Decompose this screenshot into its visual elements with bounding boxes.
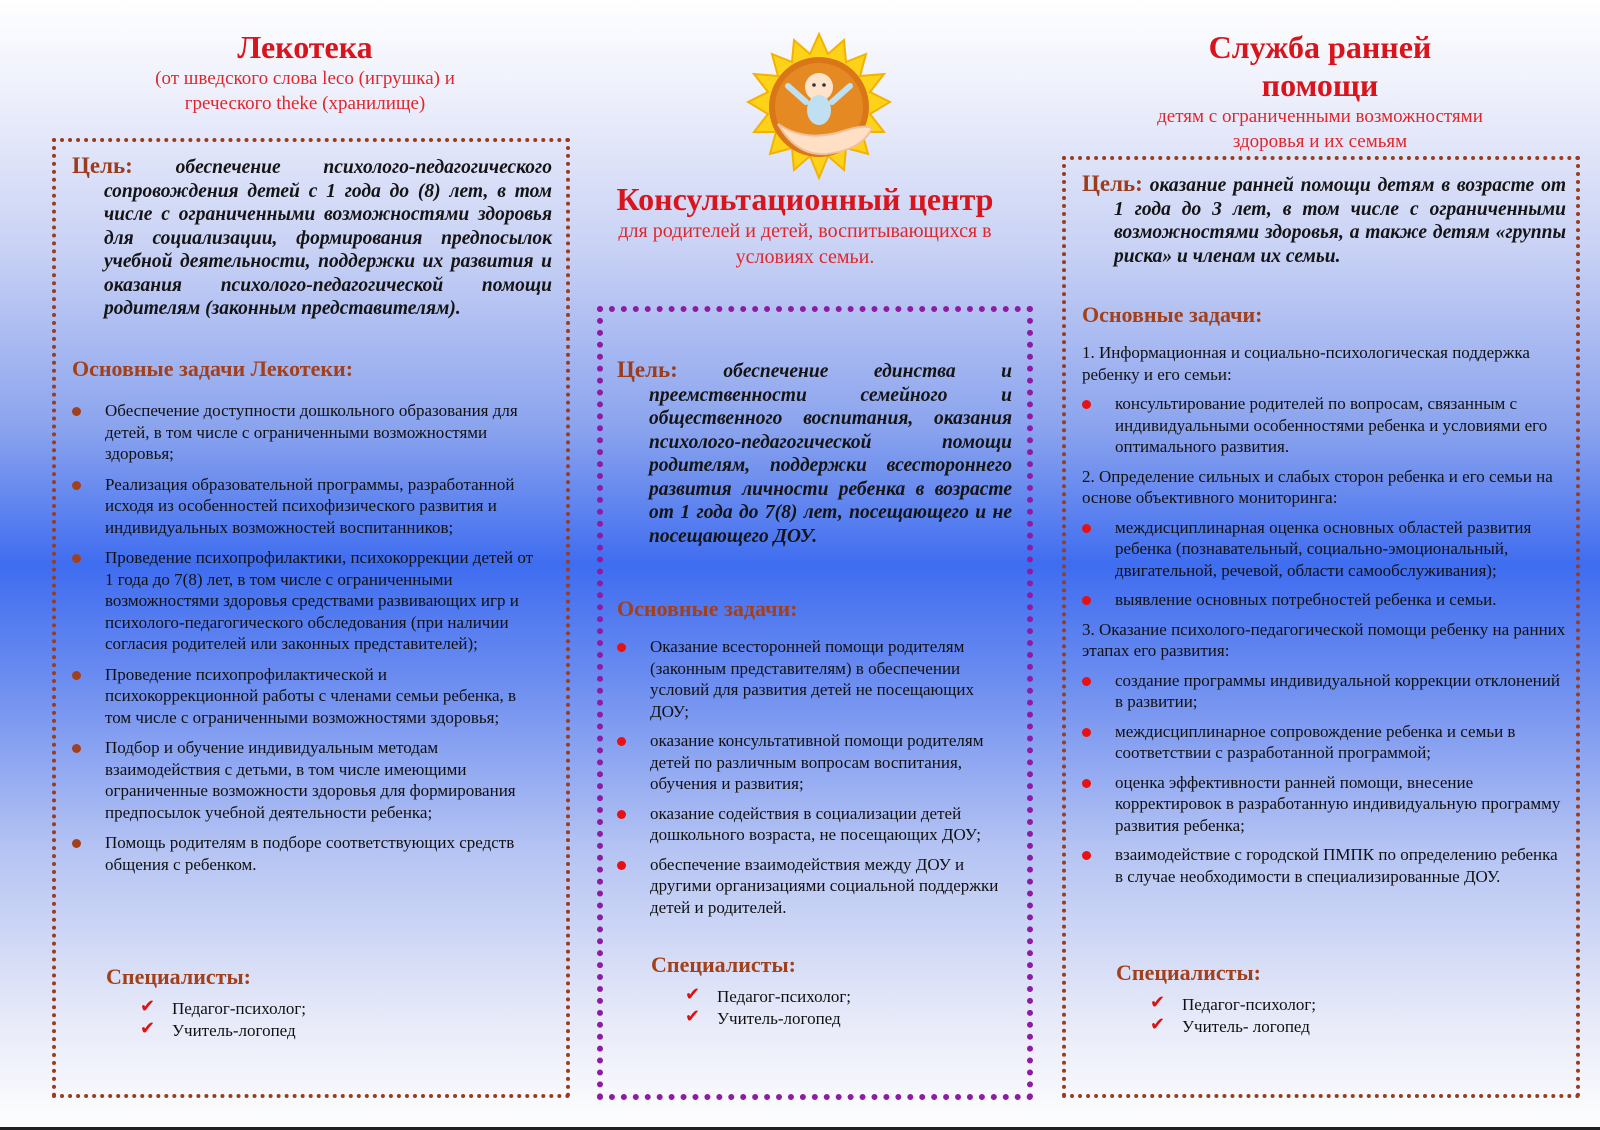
list-item-text: оценка эффективности ранней помощи, внесение корректировок в разработанную индивидуальную программу развития ребенка;: [1115, 772, 1561, 835]
specialist-item: [685, 1008, 851, 1030]
checkmark-icon: ✔: [140, 996, 156, 1017]
specialist-text: Педагог-психолог;: [172, 999, 307, 1018]
specialist-text: Учитель- логопед: [1182, 1017, 1310, 1036]
list-item-text: обеспечение взаимодействия между ДОУ и другими организациями социальной поддержки детей и родителей.: [650, 854, 999, 917]
task-group-intro: 1. Информационная и социально-психологическая поддержка ребенку и его семьи:: [1082, 343, 1530, 384]
center-panel: [597, 306, 1033, 1100]
left-subtitle-line2: греческого theke (хранилище): [184, 93, 426, 114]
specialist-item: [140, 998, 306, 1020]
specialist-text: Учитель-логопед: [717, 1009, 841, 1028]
list-item: [1082, 517, 1566, 582]
list-item: [1082, 393, 1566, 458]
list-item: [72, 832, 542, 875]
checkmark-icon: ✔: [685, 984, 701, 1005]
specialist-item: [1150, 994, 1316, 1016]
checkmark-icon: ✔: [1150, 992, 1166, 1013]
list-item: [1082, 772, 1566, 837]
right-goal-label: Цель:: [1082, 171, 1143, 196]
list-item: [1082, 721, 1566, 764]
right-subtitle-line2: здоровья и их семьям: [1232, 131, 1408, 152]
checkmark-icon: ✔: [140, 1018, 156, 1039]
list-item: [72, 400, 542, 465]
bullet-dot-icon: [72, 671, 81, 680]
bullet-dot-icon: [617, 643, 626, 652]
specialist-text: Учитель-логопед: [172, 1021, 296, 1040]
list-item: [617, 854, 1002, 919]
bullet-dot-icon: [72, 481, 81, 490]
left-title: Лекотека: [237, 29, 373, 65]
list-item-text: междисциплинарное сопровождение ребенка и семьи в соответствии с разработанной программой;: [1115, 721, 1516, 762]
list-item-text: выявление основных потребностей ребенка и семьи.: [1115, 590, 1497, 609]
bullet-dot-icon: [1082, 400, 1091, 409]
right-specialists-heading: Специалисты:: [1116, 960, 1261, 985]
bullet-dot-icon: [72, 839, 81, 848]
center-header: [590, 180, 1020, 270]
right-task-groups: [1082, 342, 1566, 895]
left-goal-label: Цель:: [72, 153, 133, 178]
center-task-list: [617, 636, 1002, 926]
right-goal-text: оказание ранней помощи детям в возрасте от 1 года до 3 лет, в том числе с ограниченными возможностями здоровья, а также детям «группы риска» и членам их семьи.: [1114, 175, 1566, 267]
left-tasks-heading: Основные задачи Лекотеки:: [72, 356, 354, 381]
center-title: Консультационный центр: [616, 181, 994, 217]
list-item: [1082, 670, 1566, 713]
center-specialists-heading: Специалисты:: [651, 952, 796, 977]
list-item-text: оказание консультативной помощи родителям детей по различным вопросам воспитания, обучения и развития;: [650, 731, 984, 793]
bullet-dot-icon: [72, 744, 81, 753]
left-panel: [52, 138, 570, 1098]
list-item-text: создание программы индивидуальной коррекции отклонений в развитии;: [1115, 670, 1560, 711]
list-item: [72, 737, 542, 823]
list-item-text: оказание содействия в социализации детей дошкольного возраста, не посещающих ДОУ;: [650, 803, 981, 844]
center-goal-label: Цель:: [617, 357, 678, 382]
left-subtitle-line1: (от шведского слова leco (игрушка) и: [155, 68, 455, 89]
specialist-item: [685, 986, 851, 1008]
bullet-dot-icon: [1082, 779, 1091, 788]
task-group-list: [1082, 517, 1566, 611]
task-group-list: [1082, 670, 1566, 888]
list-item: [617, 803, 1002, 846]
right-title-line1: Служба ранней: [1208, 29, 1432, 65]
left-specialists-list: [140, 998, 306, 1042]
sun-hand-child-logo: [744, 32, 894, 182]
right-panel: [1062, 156, 1580, 1098]
left-task-list: [72, 400, 542, 884]
bullet-dot-icon: [617, 861, 626, 870]
right-header: [1090, 28, 1550, 154]
center-goal-text: обеспечение единства и преемственности семейного и общественного воспитания, оказания психолого-педагогической помощи родителям, поддержки всестороннего развития личности ребенка в возрасте от 1 года до 7(8) лет, посещающего и не посещающего ДОУ.: [649, 361, 1012, 547]
list-item-text: консультирование родителей по вопросам, связанным с индивидуальными особенностями ребенка и условиями его оптимального развития.: [1115, 394, 1548, 456]
specialist-item: [1150, 1016, 1316, 1038]
left-specialists-heading: Специалисты:: [106, 964, 251, 989]
task-group-intro: 2. Определение сильных и слабых сторон ребенка и его семьи на основе объективного мониторинга:: [1082, 466, 1553, 507]
left-goal: [72, 154, 552, 321]
list-item: [617, 636, 1002, 722]
list-item: [1082, 844, 1566, 887]
right-tasks-heading: Основные задачи:: [1082, 302, 1263, 327]
checkmark-icon: ✔: [1150, 1014, 1166, 1035]
bullet-dot-icon: [1082, 596, 1091, 605]
list-item: [72, 547, 542, 655]
specialist-text: Педагог-психолог;: [717, 987, 852, 1006]
right-title-line2: помощи: [1261, 67, 1379, 103]
list-item-text: междисциплинарная оценка основных областей развития ребенка (познавательный, социально-эмоциональный, двигательной, речевой, области самообслуживания);: [1115, 517, 1532, 580]
list-item: [72, 474, 542, 539]
center-goal: [617, 358, 1012, 548]
list-item-text: Обеспечение доступности дошкольного образования для детей, в том числе с ограниченными возможностями здоровья;: [105, 401, 518, 463]
left-goal-text: обеспечение психолого-педагогического сопровождения детей с 1 года до (8) лет, в том числе с ограниченными возможностями здоровья для социализации, формирования предпосылок учебной деятельности, поддержки их развития и оказания психолого-педагогической помощи родителям (законным представителям).: [104, 157, 553, 319]
bullet-dot-icon: [617, 810, 626, 819]
bullet-dot-icon: [72, 554, 81, 563]
specialist-text: Педагог-психолог;: [1182, 995, 1317, 1014]
bullet-dot-icon: [1082, 728, 1091, 737]
bullet-dot-icon: [617, 737, 626, 746]
bullet-dot-icon: [1082, 677, 1091, 686]
right-goal: [1082, 172, 1566, 268]
center-subtitle-line2: условиях семьи.: [735, 246, 875, 268]
specialist-item: [140, 1020, 306, 1042]
task-group-intro: 3. Оказание психолого-педагогической помощи ребенку на ранних этапах его развития:: [1082, 619, 1566, 660]
center-tasks-heading: Основные задачи:: [617, 596, 798, 621]
list-item: [1082, 589, 1566, 611]
center-specialists-list: [685, 986, 851, 1030]
task-group-list: [1082, 393, 1566, 458]
list-item-text: Проведение психопрофилактической и психокоррекционной работы с членами семьи ребенка, в том числе с ограниченными возможностями здоровья;: [105, 664, 517, 727]
list-item-text: Реализация образовательной программы, разработанной исходя из особенностей психофизического развития и индивидуальных возможностей воспитанников;: [105, 474, 515, 537]
list-item-text: Оказание всесторонней помощи родителям (законным представителям) в обеспечении условий для развития детей не посещающих ДОУ;: [650, 637, 974, 721]
list-item: [72, 664, 542, 729]
bullet-dot-icon: [1082, 524, 1091, 533]
list-item-text: Помощь родителям в подборе соответствующих средств общения с ребенком.: [105, 833, 515, 874]
center-subtitle-line1: для родителей и детей, воспитывающихся в: [618, 220, 992, 242]
checkmark-icon: ✔: [685, 1006, 701, 1027]
list-item-text: Проведение психопрофилактики, психокоррекции детей от 1 года до 7(8) лет, в том числе с ограниченными возможностями здоровья средствами развивающих игр и психолого-педагогического обследования (при наличии согласия родителей или законных представителей);: [105, 548, 534, 653]
list-item: [617, 730, 1002, 795]
bullet-dot-icon: [1082, 851, 1091, 860]
left-column: [40, 28, 570, 116]
list-item-text: Подбор и обучение индивидуальным методам взаимодействия с детьми, в том числе имеющими ограниченные возможности здоровья для формирования предпосылок учебной деятельности ребенка;: [105, 738, 516, 822]
list-item-text: взаимодействие с городской ПМПК по определению ребенка в случае необходимости в специализированные ДОУ.: [1115, 845, 1558, 886]
right-subtitle-line1: детям с ограниченными возможностями: [1157, 106, 1483, 127]
bullet-dot-icon: [72, 407, 81, 416]
right-specialists-list: [1150, 994, 1316, 1038]
